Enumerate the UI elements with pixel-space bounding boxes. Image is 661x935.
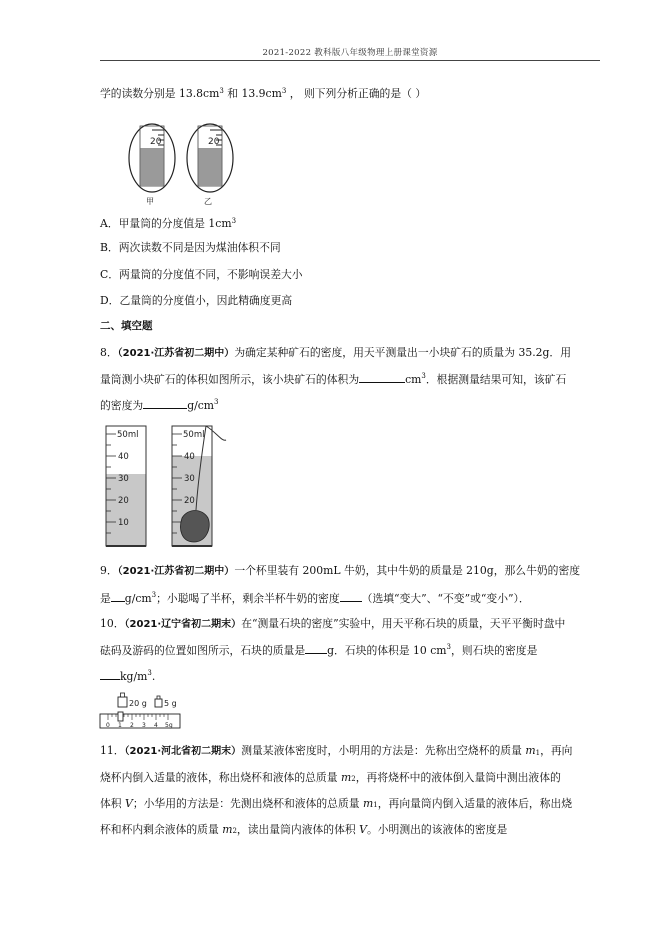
- q10-text: 砝码及游码的位置如图所示，石块的质量是: [100, 644, 306, 657]
- answer-blank[interactable]: [340, 590, 362, 602]
- subscript: 2: [351, 775, 356, 783]
- q11-text: ，再向: [540, 744, 573, 757]
- tick-label: 20: [118, 496, 129, 506]
- q10-text: 在“测量石块的密度”实验中，用天平称石块的质量，天平平衡时盘中: [241, 617, 566, 630]
- question-number: 9．: [100, 564, 118, 577]
- q8-line-3: [100, 397, 219, 413]
- scale-label: 1: [118, 722, 122, 729]
- tick-label: 20: [184, 496, 195, 506]
- q7-stem-part-c: ， 则下列分析正确的是（ ）: [289, 87, 427, 100]
- q7-option-c: C．两量筒的分度值不同，不影响误差大小: [100, 268, 303, 281]
- option-text: A．甲量筒的分度值是 1cm: [100, 217, 232, 230]
- question-source: （2021·江苏省初二期中）: [117, 348, 235, 359]
- weight-20g: [118, 693, 147, 708]
- tick-label: 40: [118, 452, 129, 462]
- superscript: 3: [151, 591, 157, 599]
- q9-line-1: [100, 563, 580, 579]
- q11-text: ，读出量筒内液体的体积: [236, 823, 360, 836]
- q11-text: ，再向量筒内倒入适量的液体后，称出烧: [377, 797, 573, 810]
- q9-text: 一个杯里装有 200mL 牛奶，其中牛奶的质量是 210g，那么牛奶的密度: [234, 564, 581, 577]
- q7-option-a: [100, 216, 236, 231]
- cylinder-before: [106, 426, 146, 546]
- q10-text: g．石块的体积是 10 cm: [327, 644, 447, 657]
- scale-label: 5g: [165, 722, 173, 729]
- q11-text: 烧杯内倒入适量的液体，称出烧杯和液体的总质量: [100, 771, 341, 784]
- caption-jia: 甲: [146, 197, 154, 206]
- superscript: 3: [147, 669, 152, 677]
- q8-text: 为确定某种矿石的密度，用天平测量出一小块矿石的质量为 35.2g．用: [234, 346, 572, 359]
- variable-m: m: [340, 771, 352, 784]
- q7-cylinders-figure: [118, 118, 248, 208]
- answer-blank[interactable]: [305, 642, 327, 654]
- question-number: 11．: [100, 744, 125, 757]
- unit: kg/m: [120, 670, 148, 683]
- question-source: （2021·辽宁省初二期末）: [124, 619, 242, 630]
- answer-blank[interactable]: [100, 668, 120, 680]
- question-number: 8．: [100, 346, 118, 359]
- q10-line-1: [100, 616, 565, 632]
- q9-text: ；小聪喝了半杯，剩余半杯牛奶的密度: [156, 592, 340, 605]
- q8-graduated-cylinders: [98, 422, 238, 552]
- q7-stem: [100, 86, 426, 101]
- scale-label: 3: [142, 722, 146, 729]
- tick-label: 10: [118, 518, 129, 528]
- weight-5g: [155, 696, 177, 708]
- variable-m: m: [525, 744, 536, 757]
- question-source: （2021·江苏省初二期中）: [117, 566, 235, 577]
- variable-v: V: [125, 797, 133, 810]
- q7-option-b: B．两次读数不同是因为煤油体积不同: [100, 241, 281, 254]
- q11-line-3: [100, 796, 572, 811]
- q10-text: .: [151, 670, 156, 683]
- superscript: 3: [281, 87, 287, 95]
- rock: [181, 511, 210, 543]
- tick-label: 20: [150, 137, 162, 147]
- q10-text: ，则石块的密度是: [451, 644, 538, 657]
- variable-m: m: [222, 823, 233, 836]
- header-divider: [100, 60, 600, 61]
- q8-text: ．根据测量结果可知，该矿石: [425, 373, 567, 386]
- q11-text: ，再将烧杯中的液体倒入量筒中测出液体的: [355, 771, 561, 784]
- unit: cm: [405, 373, 422, 386]
- tick-label: 50ml: [183, 430, 205, 440]
- q8-text: 的密度为: [100, 399, 144, 412]
- q11-line-4: [100, 822, 507, 837]
- superscript: 3: [214, 398, 219, 406]
- superscript: 3: [446, 643, 451, 651]
- tick-label: 50ml: [117, 430, 139, 440]
- caption-yi: 乙: [204, 197, 212, 206]
- scale-label: 2: [130, 722, 134, 729]
- question-number: 10．: [100, 617, 125, 630]
- section-title: 二、填空题: [100, 320, 153, 332]
- subscript: 2: [232, 827, 237, 835]
- q9-text: （选填“变大”、“不变”或“变小”）．: [361, 592, 530, 605]
- q10-line-2: [100, 642, 537, 658]
- subscript: 1: [535, 749, 541, 757]
- tick-label: 30: [118, 474, 129, 484]
- q10-balance-figure: [98, 690, 188, 732]
- q8-line-2: [100, 371, 566, 387]
- q7-option-d: D．乙量筒的分度值小，因此精确度更高: [100, 294, 293, 307]
- scale-label: 4: [154, 722, 158, 729]
- weight-label: 5 g: [164, 699, 177, 708]
- answer-blank[interactable]: [359, 371, 405, 383]
- cylinder-after: [172, 426, 226, 546]
- q8-line-1: [100, 345, 571, 361]
- rider-scale: [100, 712, 180, 729]
- q7-stem-part-b: 和 13.9cm: [227, 87, 282, 100]
- tick-label: 40: [184, 452, 195, 462]
- page-header: 2021-2022 教科版八年级物理上册课堂资源: [262, 48, 438, 58]
- cylinder-jia: [129, 124, 175, 206]
- variable-v: V: [359, 823, 367, 836]
- answer-blank[interactable]: [143, 397, 187, 409]
- q10-line-3: [100, 668, 155, 684]
- q11-text: 体积: [100, 797, 126, 810]
- q11-text: ；小华用的方法是：先测出烧杯和液体的总质量: [132, 797, 364, 810]
- unit: g/cm: [187, 399, 215, 412]
- q11-text: 。小明测出的该液体的密度是: [366, 823, 508, 836]
- q11-text: 测量某液体密度时，小明用的方法是：先称出空烧杯的质量: [241, 744, 526, 757]
- answer-blank[interactable]: [111, 590, 125, 602]
- q11-line-2: [100, 770, 561, 785]
- question-source: （2021·河北省初二期末）: [124, 746, 242, 757]
- q11-line-1: [100, 743, 572, 759]
- q8-text: 量筒测小块矿石的体积如图所示，该小块矿石的体积为: [100, 373, 360, 386]
- superscript: 3: [421, 372, 426, 380]
- q9-line-2: [100, 590, 530, 606]
- q11-text: 杯和杯内剩余液体的质量: [100, 823, 223, 836]
- subscript: 1: [373, 801, 378, 809]
- superscript: 3: [219, 87, 224, 95]
- q9-text: 是: [100, 592, 111, 605]
- tick-label: 20: [208, 137, 220, 147]
- unit: g/cm: [124, 592, 152, 605]
- q7-stem-part-a: 学的读数分别是 13.8cm: [100, 87, 220, 100]
- superscript: 3: [231, 217, 237, 225]
- scale-label: 0: [106, 722, 110, 729]
- rider[interactable]: [118, 712, 123, 721]
- cylinder-yi: [187, 124, 233, 206]
- weight-label: 20 g: [129, 699, 147, 708]
- variable-m: m: [363, 797, 374, 810]
- tick-label: 30: [184, 474, 195, 484]
